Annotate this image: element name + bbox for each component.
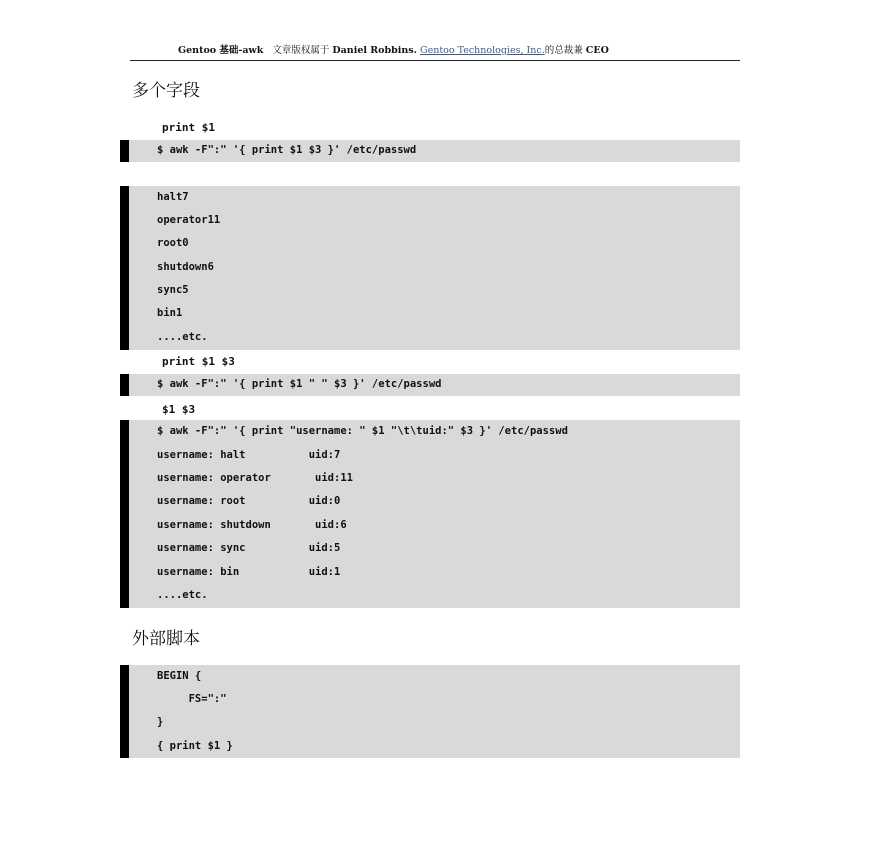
code-line: BEGIN {: [157, 670, 202, 682]
header-suffix: 的总裁兼: [544, 45, 583, 56]
label-print-1-3: print $1 $3: [162, 355, 235, 368]
code-line: sync5: [157, 284, 189, 296]
code-line: shutdown6: [157, 261, 214, 273]
code-line: $ awk -F":" '{ print "username: " $1 "\t\tuid:" $3 }' /etc/passwd: [157, 425, 568, 437]
section-title-external-script: 外部脚本: [132, 629, 200, 649]
code-line: root0: [157, 237, 189, 249]
code-line: username: operator uid:11: [157, 472, 353, 484]
code-block-output3: [120, 420, 740, 608]
label-1-3: $1 $3: [162, 403, 196, 416]
header-role: CEO: [585, 45, 609, 56]
code-line: { print $1 }: [157, 740, 233, 752]
code-line: ....etc.: [157, 331, 208, 343]
section-title-multiple-fields: 多个字段: [132, 81, 200, 101]
label-print-1: print $1: [162, 121, 215, 134]
code-line: username: shutdown uid:6: [157, 519, 347, 531]
header-author: Daniel Robbins.: [332, 45, 417, 56]
header-prefix: Gentoo 基础-awk: [178, 45, 264, 56]
code-line: username: bin uid:1: [157, 566, 341, 578]
code-block-cmd1: [120, 140, 740, 162]
code-block-output1: [120, 186, 740, 350]
code-line: bin1: [157, 307, 183, 319]
code-block-cmd2: [120, 374, 740, 396]
code-line: }: [157, 716, 164, 728]
header-middle: 文章版权属于: [272, 45, 330, 56]
code-line: halt7: [157, 191, 189, 203]
code-line: $ awk -F":" '{ print $1 $3 }' /etc/passwd: [157, 144, 417, 156]
code-block-script: [120, 665, 740, 758]
code-line: ....etc.: [157, 589, 208, 601]
code-line: username: sync uid:5: [157, 542, 341, 554]
code-line: username: root uid:0: [157, 495, 341, 507]
code-line: username: halt uid:7: [157, 449, 341, 461]
code-line: $ awk -F":" '{ print $1 " " $3 }' /etc/passwd: [157, 378, 442, 390]
header-company-link[interactable]: Gentoo Technologies, Inc.: [420, 45, 545, 56]
code-line: operator11: [157, 214, 221, 226]
code-line: FS=":": [157, 693, 227, 705]
page-header: [130, 40, 740, 61]
